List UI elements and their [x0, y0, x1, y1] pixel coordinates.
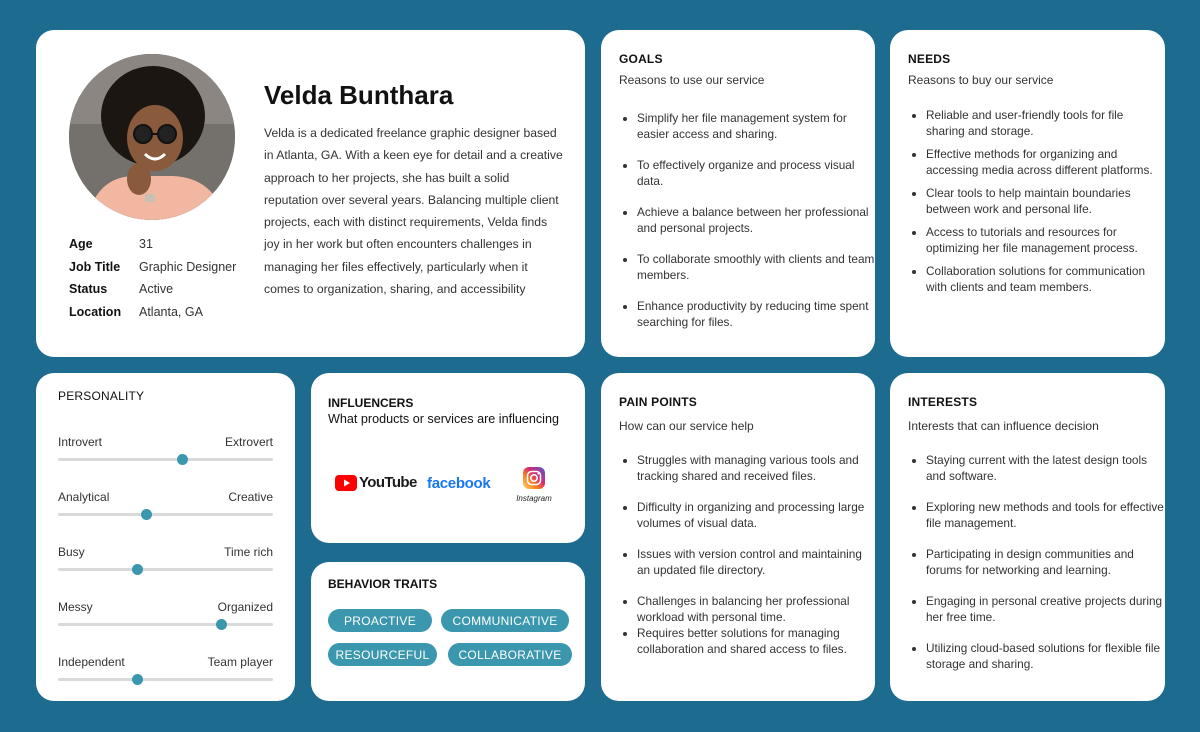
slider-right-label: Time rich	[224, 545, 273, 559]
personality-card	[36, 373, 295, 701]
influencers-card	[311, 373, 585, 543]
slider-knob	[141, 509, 152, 520]
avatar	[69, 54, 235, 220]
trait-slider-messy-organized	[58, 600, 273, 626]
pain-points-title: PAIN POINTS	[619, 395, 697, 409]
list-item: • Staying current with the latest design tools and software.	[926, 452, 1164, 484]
influencers-subtitle: What products or services are influencing	[328, 412, 559, 426]
list-item: • Reliable and user-friendly tools for file sharing and storage.	[926, 107, 1164, 139]
slider-knob	[132, 674, 143, 685]
trait-pill-collaborative: COLLABORATIVE	[448, 643, 572, 666]
slider-left-label: Introvert	[58, 435, 103, 449]
slider-track	[58, 678, 273, 681]
list-item: • Engaging in personal creative projects during her free time.	[926, 593, 1164, 625]
pain-points-subtitle: How can our service help	[619, 419, 754, 433]
instagram-icon	[523, 467, 545, 489]
slider-right-label: Extrovert	[224, 435, 273, 449]
fact-value: Atlanta, GA	[139, 304, 203, 319]
list-item: • Achieve a balance between her professional and personal projects.	[637, 204, 875, 236]
fact-status	[69, 278, 236, 301]
needs-subtitle: Reasons to buy our service	[908, 73, 1054, 87]
list-item: • Participating in design communities and forums for networking and learning.	[926, 546, 1164, 578]
trait-slider-analytical-creative	[58, 490, 273, 516]
trait-slider-independent-team-player	[58, 655, 273, 681]
slider-right-label: Creative	[228, 490, 273, 504]
pain-points-list	[619, 452, 875, 657]
trait-pill-resourceful: RESOURCEFUL	[328, 643, 437, 666]
needs-list	[908, 107, 1164, 295]
trait-slider-busy-time-rich	[58, 545, 273, 571]
fact-label: Age	[69, 237, 93, 252]
list-item: • To effectively organize and process visual data.	[637, 157, 875, 189]
goals-list	[619, 110, 875, 330]
list-item: • Simplify her file management system for easier access and sharing.	[637, 110, 875, 142]
slider-left-label: Analytical	[58, 490, 110, 504]
slider-left-label: Messy	[58, 600, 93, 614]
list-item: • Challenges in balancing her professional workload with personal time.	[637, 593, 875, 625]
list-item: • Struggles with managing various tools and tracking shared and received files.	[637, 452, 875, 484]
list-item: • Requires better solutions for managing collaboration and shared access to files.	[637, 625, 875, 657]
goals-card	[601, 30, 875, 357]
slider-track	[58, 623, 273, 626]
interests-subtitle: Interests that can influence decision	[908, 419, 1099, 433]
youtube-logo	[335, 474, 417, 491]
slider-knob	[216, 619, 227, 630]
goals-title: GOALS	[619, 52, 663, 66]
pain-points-card	[601, 373, 875, 701]
list-item: • Difficulty in organizing and processing large volumes of visual data.	[637, 499, 875, 531]
slider-right-label: Team player	[207, 655, 273, 669]
list-item: • To collaborate smoothly with clients and team members.	[637, 251, 875, 283]
youtube-wordmark: YouTube	[359, 474, 417, 491]
list-item: • Collaboration solutions for communication with clients and team members.	[926, 263, 1164, 295]
goals-subtitle: Reasons to use our service	[619, 73, 765, 87]
personality-title: PERSONALITY	[58, 389, 145, 403]
fact-value: 31	[139, 237, 153, 252]
facebook-logo: facebook	[427, 475, 491, 492]
persona-bio: Velda is a dedicated freelance graphic designer based in Atlanta, GA. With a keen eye for detail and a creative approach to her projects, she has built a solid reputation over several years. Balancing multiple client projects, each with distinct requirements, Velda finds joy in her work but often encounters challenges in managing her files effectively, particularly when it comes to organization, sharing, and accessibility	[264, 126, 563, 297]
fact-label: Status	[69, 282, 108, 297]
needs-card	[890, 30, 1165, 357]
trait-pill-communicative: COMMUNICATIVE	[441, 609, 569, 632]
interests-list	[908, 452, 1164, 672]
fact-job-title	[69, 256, 236, 279]
instagram-logo	[515, 467, 553, 503]
avatar-photo	[69, 54, 235, 220]
slider-knob	[177, 454, 188, 465]
behavior-card	[311, 562, 585, 701]
list-item: • Effective methods for organizing and accessing media across different platforms.	[926, 146, 1164, 178]
trait-slider-introvert-extrovert	[58, 435, 273, 461]
trait-pill-proactive: PROACTIVE	[328, 609, 432, 632]
interests-title: INTERESTS	[908, 395, 978, 409]
slider-track	[58, 458, 273, 461]
needs-title: NEEDS	[908, 52, 951, 66]
list-item: • Clear tools to help maintain boundaries between work and personal life.	[926, 185, 1164, 217]
instagram-wordmark: Instagram	[516, 494, 552, 503]
list-item: • Exploring new methods and tools for effective file management.	[926, 499, 1164, 531]
slider-track	[58, 568, 273, 571]
fact-label: Location	[69, 304, 122, 319]
slider-left-label: Busy	[58, 545, 85, 559]
slider-knob	[132, 564, 143, 575]
fact-label: Job Title	[69, 259, 121, 274]
behavior-title: BEHAVIOR TRAITS	[328, 577, 438, 591]
interests-card	[890, 373, 1165, 701]
persona-facts	[69, 233, 236, 323]
slider-right-label: Organized	[217, 600, 273, 614]
slider-track	[58, 513, 273, 516]
influencers-title: INFLUENCERS	[328, 396, 414, 410]
list-item: • Utilizing cloud-based solutions for flexible file storage and sharing.	[926, 640, 1164, 672]
fact-value: Graphic Designer	[139, 259, 237, 274]
youtube-play-icon	[335, 475, 357, 491]
list-item: • Issues with version control and maintaining an updated file directory.	[637, 546, 875, 578]
persona-name: Velda Bunthara	[264, 80, 454, 110]
slider-left-label: Independent	[58, 655, 125, 669]
fact-location	[69, 301, 236, 324]
list-item: • Enhance productivity by reducing time spent searching for files.	[637, 298, 875, 330]
fact-age	[69, 233, 236, 256]
fact-value: Active	[139, 282, 174, 297]
profile-card	[36, 30, 585, 357]
list-item: • Access to tutorials and resources for optimizing her file management process.	[926, 224, 1164, 256]
